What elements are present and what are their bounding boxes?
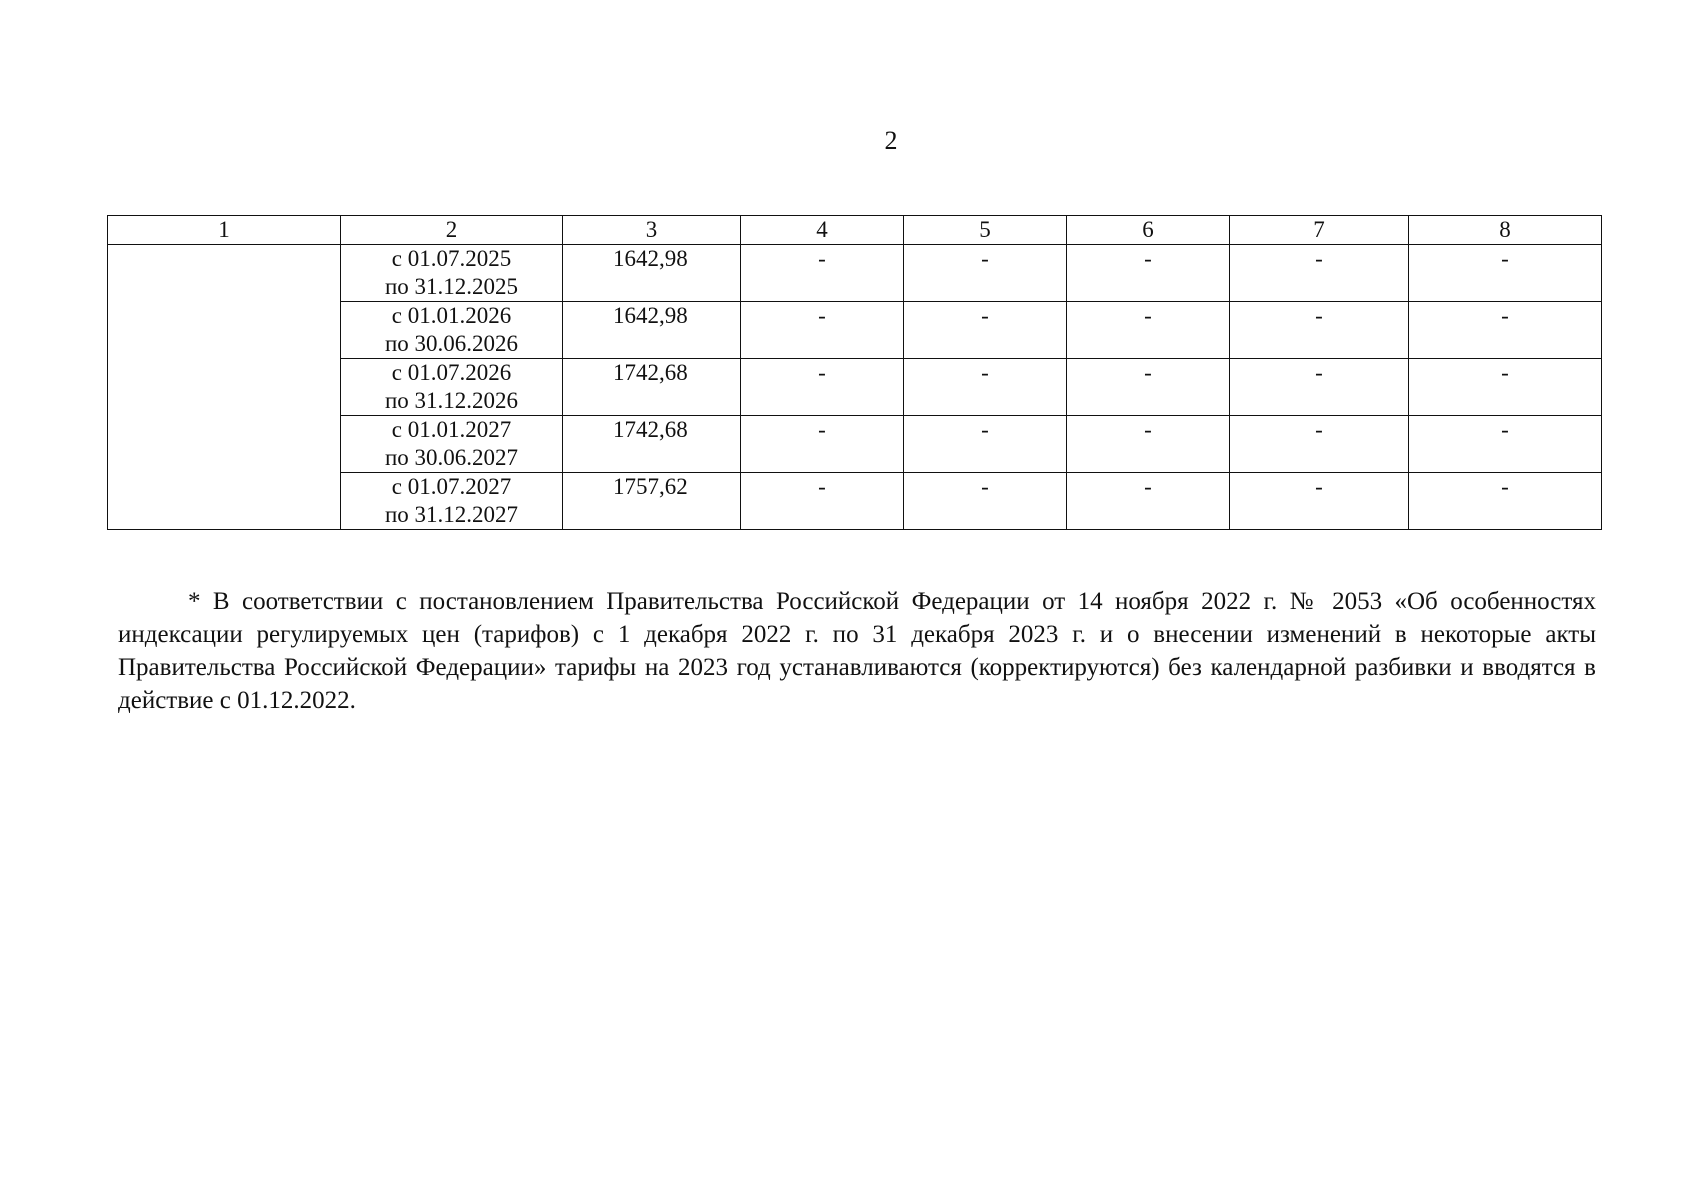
column-header-3: 3 [563, 216, 741, 245]
empty-value-cell: - [741, 359, 904, 416]
empty-value-cell: - [1230, 359, 1409, 416]
period-from: с 01.07.2027 [391, 474, 512, 499]
empty-value-cell: - [1067, 302, 1230, 359]
empty-value-cell: - [741, 302, 904, 359]
empty-value-cell: - [904, 245, 1067, 302]
empty-value-cell: - [1409, 473, 1602, 530]
merged-first-column-cell [108, 245, 341, 530]
period-from: с 01.07.2025 [391, 246, 512, 271]
column-header-4: 4 [741, 216, 904, 245]
tariff-value-cell: 1642,98 [563, 302, 741, 359]
empty-value-cell: - [1067, 359, 1230, 416]
tariff-value-cell: 1757,62 [563, 473, 741, 530]
period-cell [341, 359, 563, 416]
column-header-1: 1 [108, 216, 341, 245]
period-to: по 31.12.2026 [384, 388, 519, 413]
tariff-value-cell: 1642,98 [563, 245, 741, 302]
empty-value-cell: - [741, 245, 904, 302]
column-header-5: 5 [904, 216, 1067, 245]
column-header-7: 7 [1230, 216, 1409, 245]
empty-value-cell: - [1230, 302, 1409, 359]
tariff-table [107, 215, 1602, 530]
empty-value-cell: - [741, 473, 904, 530]
tariff-value-cell: 1742,68 [563, 359, 741, 416]
period-to: по 31.12.2025 [384, 274, 519, 299]
empty-value-cell: - [1067, 245, 1230, 302]
empty-value-cell: - [741, 416, 904, 473]
tariff-value-cell: 1742,68 [563, 416, 741, 473]
empty-value-cell: - [904, 359, 1067, 416]
empty-value-cell: - [1067, 473, 1230, 530]
column-header-8: 8 [1409, 216, 1602, 245]
empty-value-cell: - [1409, 359, 1602, 416]
empty-value-cell: - [1230, 416, 1409, 473]
footnote: * В соответствии с постановлением Правительства Российской Федерации от 14 ноября 2022 г. № 2053 «Об особенностях индексации регулируемых цен (тарифов) с 1 декабря 2022 г. по 31 декабря 2023 г. и о внесении изменений в некоторые акты Правительства Российской Федерации» тарифы на 2023 год устанавливаются (корректируются) без календарной разбивки и вводятся в действие с 01.12.2022. [118, 588, 1596, 714]
empty-value-cell: - [904, 416, 1067, 473]
period-from: с 01.01.2027 [391, 417, 512, 442]
empty-value-cell: - [904, 302, 1067, 359]
table-header-row [108, 216, 1602, 245]
period-to: по 30.06.2027 [384, 445, 519, 470]
table-row [108, 245, 1602, 302]
empty-value-cell: - [1230, 473, 1409, 530]
column-header-2: 2 [341, 216, 563, 245]
empty-value-cell: - [1409, 416, 1602, 473]
period-cell [341, 473, 563, 530]
empty-value-cell: - [1409, 245, 1602, 302]
period-cell [341, 302, 563, 359]
period-from: с 01.01.2026 [391, 303, 512, 328]
column-header-6: 6 [1067, 216, 1230, 245]
period-cell [341, 416, 563, 473]
empty-value-cell: - [1067, 416, 1230, 473]
period-to: по 30.06.2026 [384, 331, 519, 356]
period-cell [341, 245, 563, 302]
page-number: 2 [884, 126, 898, 155]
period-from: с 01.07.2026 [391, 360, 512, 385]
empty-value-cell: - [1230, 245, 1409, 302]
period-to: по 31.12.2027 [384, 502, 519, 527]
empty-value-cell: - [1409, 302, 1602, 359]
empty-value-cell: - [904, 473, 1067, 530]
